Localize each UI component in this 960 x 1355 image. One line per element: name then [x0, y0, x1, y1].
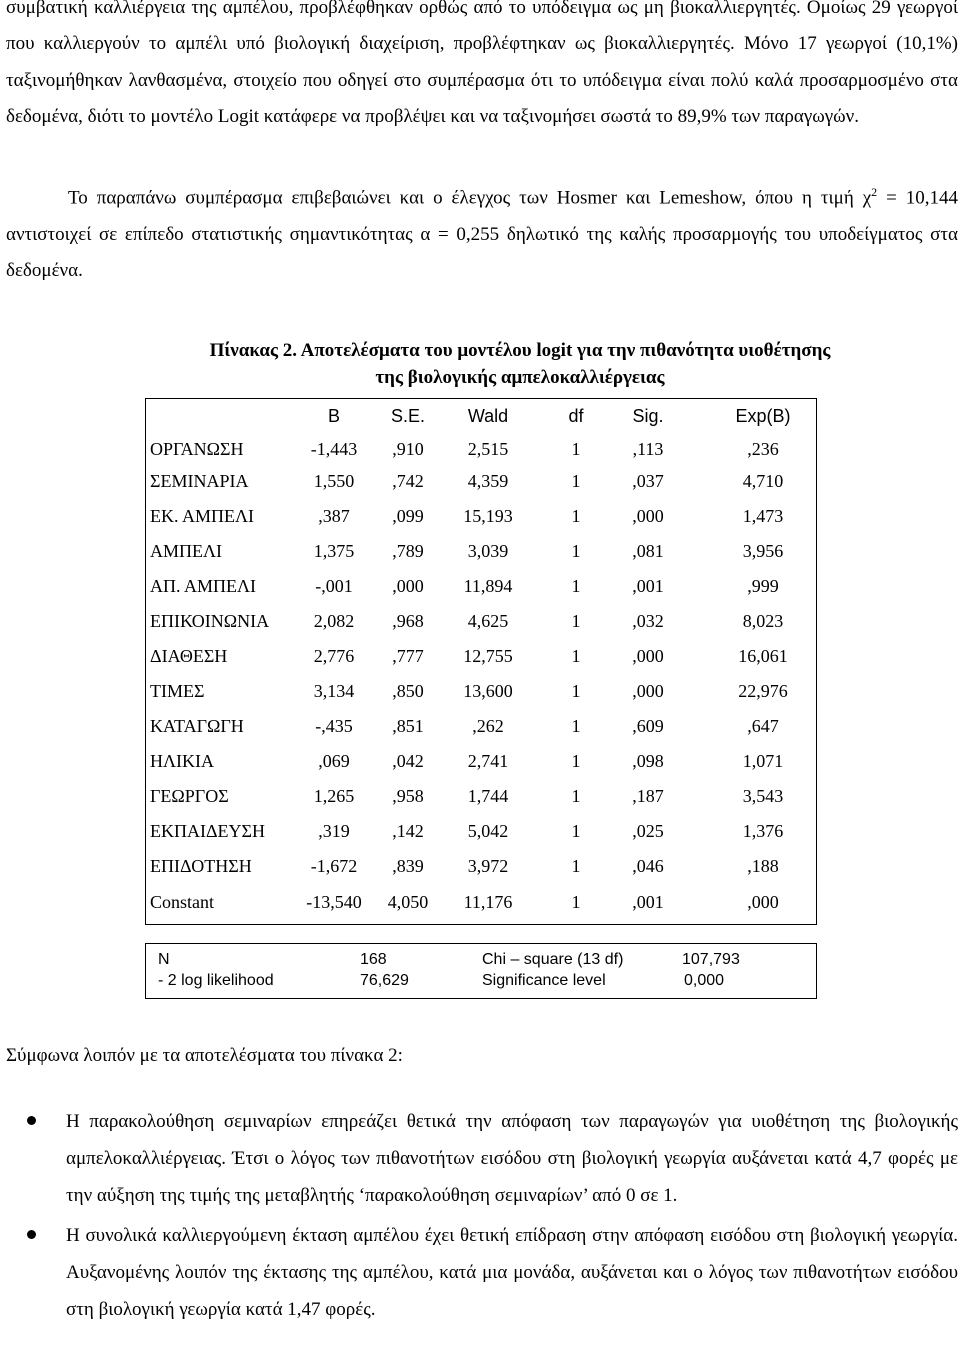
hosmer-lemeshow-paragraph: [6, 174, 958, 289]
table-cell: 2,741: [467, 751, 509, 771]
table-row: [146, 781, 816, 816]
table-row: [146, 676, 816, 711]
table-cell: 3,134: [313, 681, 355, 701]
table-cell: 1: [571, 716, 581, 736]
table-row: [146, 641, 816, 676]
table-cell: ,142: [392, 821, 424, 841]
table-cell: 13,600: [463, 681, 513, 701]
table-cell: 1: [571, 471, 581, 491]
n-value: 168: [360, 951, 387, 968]
list-item: [0, 1103, 958, 1214]
column-header: Exp(B): [735, 406, 791, 426]
log-likelihood-value: 76,629: [360, 972, 409, 989]
intro-paragraph: συμβατική καλλιέργεια της αμπέλου, προβλέφθηκαν ορθώς από το υπόδειγμα ως μη βιοκαλλιεργητές. Ομοίως 29 γεωργοί που καλλιεργούν το αμπέλι υπό βιολογική διαχείριση, προβλέφτηκαν ως βιοκαλλιεργητές. Μόνο 17 γεωργοί (10,1%) ταξινομήθηκαν λανθασμένα, στοιχείο που οδηγεί στο συμπέρασμα ότι το υπόδειγμα είναι πολύ καλά προσαρμοσμένο στα δεδομένα, διότι το μοντέλο Logit κατάφερε να προβλέψει και να ταξινομήσει σωστά το 89,9% των παραγωγών.: [6, 0, 958, 127]
table-header-row: [301, 399, 816, 434]
table-caption: [160, 337, 880, 391]
column-header: df: [568, 406, 584, 426]
table-cell: 1: [571, 786, 581, 806]
table-cell: 1,473: [742, 506, 784, 526]
table-cell: ,042: [392, 751, 424, 771]
table-cell: 1: [571, 681, 581, 701]
table-cell: 1,265: [313, 786, 355, 806]
table-cell: 1,744: [467, 786, 509, 806]
table-row: [146, 606, 816, 641]
table-cell: 1: [571, 506, 581, 526]
n-label: N: [158, 951, 170, 968]
table-cell: 4,359: [467, 471, 509, 491]
table-row: [146, 851, 816, 887]
significance-value: 0,000: [684, 972, 725, 989]
table-cell: 1: [571, 576, 581, 596]
table-cell: 1: [571, 646, 581, 666]
table-cell: ,609: [632, 716, 664, 736]
table-cell: 1,375: [313, 541, 355, 561]
table-cell: ,777: [392, 646, 424, 666]
table-cell: 12,755: [463, 646, 513, 666]
log-likelihood-label: - 2 log likelihood: [158, 972, 274, 989]
table-cell: ,000: [747, 892, 779, 912]
conclusion-intro: Σύμφωνα λοιπόν με τα αποτελέσματα του πίνακα 2:: [6, 1045, 403, 1066]
table-cell: -,001: [315, 576, 353, 596]
row-label: ΗΛΙΚΙΑ: [150, 751, 215, 771]
table-cell: ,262: [472, 716, 504, 736]
table-cell: 16,061: [738, 646, 788, 666]
table-cell: ,850: [392, 681, 424, 701]
bullet-icon: [27, 1230, 36, 1239]
bullet-icon: [27, 1116, 36, 1125]
row-label: ΕΠΙΔΟΤΗΣΗ: [150, 856, 252, 876]
list-item: [0, 1217, 958, 1328]
table-cell: 1: [571, 751, 581, 771]
table-cell: ,098: [632, 751, 664, 771]
bullet-text: Η παρακολούθηση σεμιναρίων επηρεάζει θετικά την απόφαση των παραγωγών για υιοθέτηση της βιολογικής αμπελοκαλλιέργειας. Έτσι ο λόγος των πιθανοτήτων εισόδου στη βιολογική γεωργία αυξάνεται κατά 4,7 φορές με την αύξηση της τιμής της μεταβλητής ‘παρακολούθηση σεμιναρίων’ από 0 σε 1.: [66, 1111, 958, 1206]
table-cell: 1: [571, 611, 581, 631]
table-cell: ,188: [747, 856, 779, 876]
chi-superscript: 2: [871, 185, 878, 199]
table-cell: 2,776: [313, 646, 355, 666]
table-cell: ,851: [392, 716, 424, 736]
table-cell: ,025: [632, 821, 664, 841]
row-label: ΑΜΠΕΛΙ: [150, 541, 223, 561]
row-label: ΕΚΠΑΙΔΕΥΣΗ: [150, 821, 266, 841]
row-label: ΟΡΓΑΝΩΣΗ: [150, 439, 244, 459]
table-cell: ,236: [747, 439, 779, 459]
table-row: [146, 746, 816, 781]
hl-text-part2: = 10,144 αντιστοιχεί σε επίπεδο στατιστικής σημαντικότητας α = 0,255 δηλωτικό της καλής προσαρμογής του υποδείγματος στα δεδομένα.: [6, 187, 958, 281]
table-row: [146, 571, 816, 606]
table-cell: -13,540: [306, 892, 362, 912]
table-cell: ,839: [392, 856, 424, 876]
hl-text-part1: Το παραπάνω συμπέρασμα επιβεβαιώνει και ο έλεγχος των Hosmer και Lemeshow, όπου η τιμή χ: [68, 187, 872, 209]
column-header: S.E.: [390, 406, 425, 426]
table-cell: ,387: [318, 506, 350, 526]
coefficients-table: [145, 398, 817, 925]
table-cell: ,319: [318, 821, 350, 841]
table-cell: 1: [571, 821, 581, 841]
model-stats-box: [145, 943, 817, 999]
table-cell: 4,050: [387, 892, 429, 912]
row-label: ΣΕΜΙΝΑΡΙΑ: [150, 471, 249, 491]
table-row: [146, 434, 816, 466]
bullet-text: Η συνολικά καλλιεργούμενη έκταση αμπέλου έχει θετική επίδραση στην απόφαση εισόδου στη βιολογική γεωργία. Αυξανομένης λοιπόν της έκτασης της αμπέλου, κατά μια μονάδα, αυξάνεται και ο λόγος των πιθανοτήτων εισόδου στη βιολογική γεωργία κατά 1,47 φορές.: [66, 1225, 958, 1320]
table-cell: 1,376: [742, 821, 784, 841]
table-cell: 2,082: [313, 611, 355, 631]
table-cell: 1,550: [313, 471, 355, 491]
table-cell: 2,515: [467, 439, 509, 459]
table-cell: 8,023: [742, 611, 784, 631]
column-header: B: [327, 406, 340, 426]
table-row: [146, 501, 816, 536]
table-cell: ,000: [632, 506, 664, 526]
table-caption-line2: της βιολογικής αμπελοκαλλιέργειας: [375, 367, 665, 388]
table-cell: 15,193: [463, 506, 513, 526]
table-cell: ,910: [392, 439, 424, 459]
table-cell: 1: [571, 439, 581, 459]
table-cell: ,000: [632, 646, 664, 666]
row-label: ΕΠΙΚΟΙΝΩΝΙΑ: [150, 611, 270, 631]
conclusions-list: [0, 1103, 960, 1328]
table-row: [146, 816, 816, 851]
table-cell: 1: [571, 892, 581, 912]
table-cell: 1,071: [742, 751, 784, 771]
table-row: [146, 466, 816, 501]
table-cell: ,958: [392, 786, 424, 806]
table-cell: -1,443: [310, 439, 358, 459]
table-cell: ,113: [632, 439, 664, 459]
table-cell: 11,176: [463, 892, 513, 912]
chi-square-label: Chi – square (13 df): [482, 951, 624, 968]
table-cell: ,081: [632, 541, 664, 561]
table-cell: ,000: [392, 576, 424, 596]
table-cell: 3,972: [467, 856, 509, 876]
chi-square-value: 107,793: [682, 951, 740, 968]
table-cell: ,968: [392, 611, 424, 631]
table-cell: ,001: [632, 892, 664, 912]
table-cell: 1: [571, 856, 581, 876]
column-header: Wald: [467, 406, 509, 426]
row-label: ΔΙΑΘΕΣΗ: [150, 646, 228, 666]
table-row: [146, 887, 816, 924]
table-cell: 11,894: [463, 576, 513, 596]
table-cell: ,069: [318, 751, 350, 771]
table-cell: 3,543: [742, 786, 784, 806]
table-cell: ,742: [392, 471, 424, 491]
significance-label: Significance level: [482, 972, 606, 989]
row-label: Constant: [150, 892, 215, 912]
table-cell: ,046: [632, 856, 664, 876]
row-label: ΕΚ. ΑΜΠΕΛΙ: [150, 506, 255, 526]
column-header: Sig.: [632, 406, 664, 426]
table-cell: ,000: [632, 681, 664, 701]
table-cell: -1,672: [310, 856, 358, 876]
row-label: ΤΙΜΕΣ: [150, 681, 205, 701]
table-cell: 22,976: [738, 681, 788, 701]
table-cell: ,789: [392, 541, 424, 561]
row-label: ΓΕΩΡΓΟΣ: [150, 786, 229, 806]
table-cell: -,435: [315, 716, 353, 736]
table-cell: ,187: [632, 786, 664, 806]
table-cell: 4,710: [742, 471, 784, 491]
row-label: ΑΠ. ΑΜΠΕΛΙ: [150, 576, 257, 596]
table-cell: ,001: [632, 576, 664, 596]
table-cell: ,037: [632, 471, 664, 491]
table-cell: 3,039: [467, 541, 509, 561]
row-label: ΚΑΤΑΓΩΓΗ: [150, 716, 244, 736]
table-cell: ,999: [747, 576, 779, 596]
table-row: [146, 536, 816, 571]
table-row: [146, 711, 816, 746]
table-cell: ,032: [632, 611, 664, 631]
table-cell: 1: [571, 541, 581, 561]
table-caption-line1: Πίνακας 2. Αποτελέσματα του μοντέλου logit για την πιθανότητα υιοθέτησης: [209, 340, 831, 361]
table-cell: 5,042: [467, 821, 509, 841]
table-cell: 3,956: [742, 541, 784, 561]
table-cell: ,099: [392, 506, 424, 526]
table-cell: 4,625: [467, 611, 509, 631]
table-cell: ,647: [747, 716, 779, 736]
